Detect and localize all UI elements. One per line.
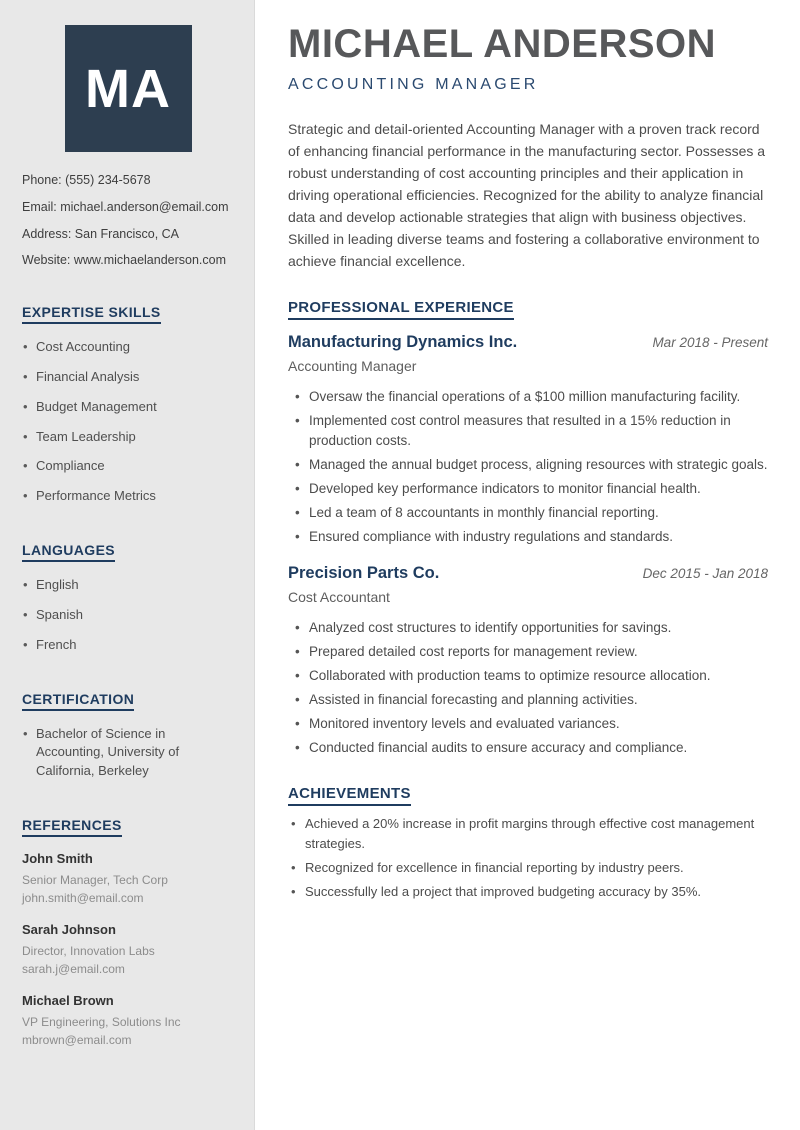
section-languages bbox=[22, 542, 234, 655]
section-title: REFERENCES bbox=[22, 817, 234, 833]
summary-text: Strategic and detail-oriented Accounting Manager with a proven track record of enhancing financial performance in the manufacturing sector. Possesses a robust understanding of cost accounting principles and their application in driving operational efficiencies. Recognized for the ability to analyze financial data and develop actionable strategies that align with business objectives. Skilled in leading diverse teams and fostering a collaborative environment to achieve financial excellence. bbox=[288, 121, 766, 269]
reference-name: John Smith bbox=[22, 851, 93, 867]
references-list bbox=[22, 851, 234, 1049]
bullet-item: • Oversaw the financial operations of a $100 million manufacturing facility. bbox=[288, 387, 768, 407]
language-item: • English bbox=[22, 576, 234, 595]
bullet-item: • Assisted in financial forecasting and planning activities. bbox=[288, 690, 768, 710]
contact-info bbox=[22, 174, 234, 268]
reference-entry bbox=[22, 851, 234, 907]
bullet-item: • Conducted financial audits to ensure accuracy and compliance. bbox=[288, 738, 768, 758]
job-header bbox=[288, 333, 768, 352]
bullet-item: • Analyzed cost structures to identify opportunities for savings. bbox=[288, 618, 768, 638]
certification-item: • Bachelor of Science in Accounting, University of California, Berkeley bbox=[22, 725, 234, 782]
achievement-item: • Recognized for excellence in financial reporting by industry peers. bbox=[288, 858, 768, 878]
avatar-initials: MA bbox=[85, 58, 171, 119]
company-name: Precision Parts Co. bbox=[288, 564, 440, 582]
reference-email: sarah.j@email.com bbox=[22, 962, 125, 977]
job-role: Accounting Manager bbox=[288, 358, 417, 374]
bullet-item: • Implemented cost control measures that resulted in a 15% reduction in production costs. bbox=[288, 411, 768, 451]
skill-item: • Cost Accounting bbox=[22, 338, 234, 357]
bullet-item: • Monitored inventory levels and evaluated variances. bbox=[288, 714, 768, 734]
reference-name: Michael Brown bbox=[22, 993, 114, 1009]
candidate-title: ACCOUNTING MANAGER bbox=[288, 76, 539, 93]
main-content bbox=[255, 0, 800, 1130]
section-professional-experience bbox=[288, 299, 768, 758]
reference-email: john.smith@email.com bbox=[22, 891, 144, 906]
skill-item: • Budget Management bbox=[22, 398, 234, 417]
section-achievements bbox=[288, 785, 768, 902]
achievements-list bbox=[288, 814, 768, 902]
section-certification bbox=[22, 691, 234, 782]
section-references bbox=[22, 817, 234, 1049]
language-item: • French bbox=[22, 636, 234, 655]
language-item: • Spanish bbox=[22, 606, 234, 625]
section-title: ACHIEVEMENTS bbox=[288, 785, 768, 802]
candidate-name: MICHAEL ANDERSON bbox=[288, 22, 717, 66]
reference-email: mbrown@email.com bbox=[22, 1033, 132, 1048]
job-header bbox=[288, 564, 768, 583]
contact-line: Email: michael.anderson@email.com bbox=[22, 199, 229, 214]
job-block bbox=[288, 333, 768, 547]
reference-role: Director, Innovation Labs bbox=[22, 944, 155, 959]
bullet-item: • Led a team of 8 accountants in monthly financial reporting. bbox=[288, 503, 768, 523]
section-expertise-skills bbox=[22, 304, 234, 506]
certification-list bbox=[22, 725, 234, 782]
skills-list bbox=[22, 338, 234, 506]
contact-line: Website: www.michaelanderson.com bbox=[22, 253, 227, 268]
bullet-item: • Ensured compliance with industry regulations and standards. bbox=[288, 527, 768, 547]
section-title: CERTIFICATION bbox=[22, 691, 234, 707]
job-block bbox=[288, 564, 768, 758]
job-role: Cost Accountant bbox=[288, 589, 390, 605]
reference-entry bbox=[22, 922, 234, 978]
section-title: PROFESSIONAL EXPERIENCE bbox=[288, 299, 768, 316]
avatar bbox=[65, 25, 192, 152]
reference-name: Sarah Johnson bbox=[22, 922, 116, 938]
bullet-item: • Managed the annual budget process, aligning resources with strategic goals. bbox=[288, 455, 768, 475]
sidebar bbox=[0, 0, 255, 1130]
company-name: Manufacturing Dynamics Inc. bbox=[288, 333, 518, 351]
job-bullets bbox=[288, 387, 768, 547]
section-title: EXPERTISE SKILLS bbox=[22, 304, 234, 320]
job-dates: Mar 2018 - Present bbox=[652, 335, 768, 350]
reference-role: VP Engineering, Solutions Inc bbox=[22, 1015, 181, 1030]
job-dates: Dec 2015 - Jan 2018 bbox=[642, 566, 768, 581]
contact-line: Phone: (555) 234-5678 bbox=[22, 173, 151, 187]
bullet-item: • Prepared detailed cost reports for management review. bbox=[288, 642, 768, 662]
bullet-item: • Developed key performance indicators to monitor financial health. bbox=[288, 479, 768, 499]
contact-line: Address: San Francisco, CA bbox=[22, 226, 180, 241]
skill-item: • Team Leadership bbox=[22, 428, 234, 447]
skill-item: • Financial Analysis bbox=[22, 368, 234, 387]
reference-role: Senior Manager, Tech Corp bbox=[22, 873, 168, 888]
section-title: LANGUAGES bbox=[22, 542, 234, 558]
bullet-item: • Collaborated with production teams to optimize resource allocation. bbox=[288, 666, 768, 686]
achievement-item: • Successfully led a project that improved budgeting accuracy by 35%. bbox=[288, 882, 768, 902]
reference-entry bbox=[22, 993, 234, 1049]
skill-item: • Performance Metrics bbox=[22, 487, 234, 506]
job-bullets bbox=[288, 618, 768, 758]
skill-item: • Compliance bbox=[22, 457, 234, 476]
languages-list bbox=[22, 576, 234, 655]
achievement-item: • Achieved a 20% increase in profit margins through effective cost management strategies. bbox=[288, 814, 768, 854]
